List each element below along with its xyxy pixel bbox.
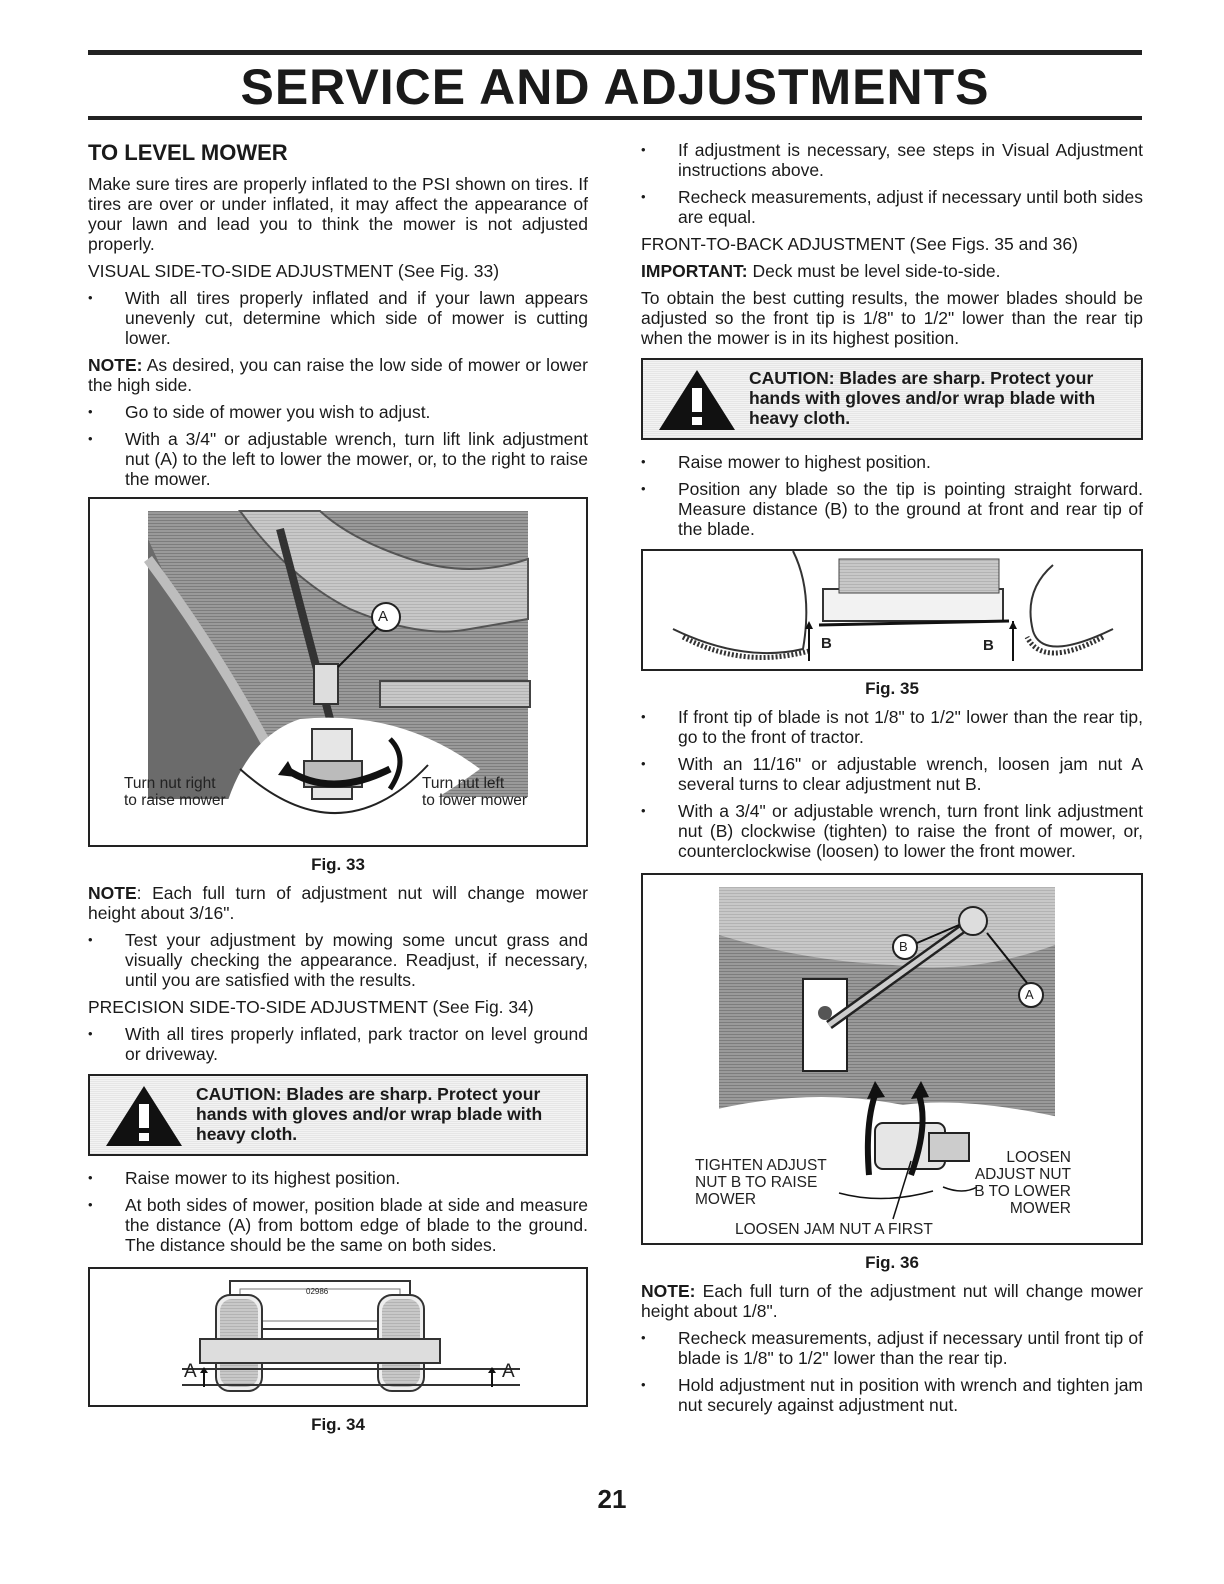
- fig36-loosen-1: LOOSEN: [1006, 1149, 1071, 1166]
- page-number: 21: [597, 1484, 627, 1514]
- fig36-jam-label: LOOSEN JAM NUT A FIRST: [735, 1221, 933, 1238]
- bullet-list: [88, 402, 588, 489]
- figure-caption: Fig. 33: [311, 855, 365, 874]
- figure-34: [88, 1267, 588, 1407]
- paragraph: To obtain the best cutting results, the mower blades should be adjusted so the front tip is 1/8" to 1/2" lower than the rear tip when the mower is in its highest position.: [641, 288, 1143, 348]
- fig36-loosen-2: ADJUST NUT: [974, 1166, 1071, 1183]
- warning-icon: [657, 368, 737, 432]
- fig36-tighten-1: TIGHTEN ADJUST: [695, 1157, 827, 1174]
- figure-caption: Fig. 34: [311, 1415, 365, 1434]
- list-item: • With a 3/4" or adjustable wrench, turn front link adjustment nut (B) clockwise (tighten) to raise the front of mower, or, counterclockwise (loosen) to lower the front mower.: [641, 801, 1143, 861]
- list-item: • Raise mower to highest position.: [641, 452, 1143, 472]
- bullet-list: [88, 288, 588, 348]
- fig33-label-right-1: Turn nut right: [124, 775, 216, 792]
- note-text: As desired, you can raise the low side of mower or lower the high side.: [88, 355, 588, 395]
- header-rule-bottom: [88, 116, 1142, 120]
- figure-36: [641, 873, 1143, 1245]
- warning-icon: [104, 1084, 184, 1148]
- fig36-loosen-4: MOWER: [1009, 1200, 1071, 1217]
- fig36-tighten-2: NUT B TO RAISE: [695, 1174, 818, 1191]
- precision-adjustment-heading: PRECISION SIDE-TO-SIDE ADJUSTMENT (See Fig. 34): [88, 997, 534, 1017]
- fig35-label-b-left: B: [821, 635, 832, 652]
- list-item: • With all tires properly inflated and if your lawn appears unevenly cut, determine which side of mower is cutting lower.: [88, 288, 588, 348]
- list-item: • Position any blade so the tip is pointing straight forward. Measure distance (B) to the ground at front and rear tip of the blade.: [641, 479, 1143, 539]
- fig34-label-a-right: A: [502, 1361, 515, 1382]
- fig34-part-number: 02986: [306, 1287, 329, 1296]
- bullet-list: [88, 1168, 588, 1255]
- note-paragraph: [641, 1281, 1143, 1321]
- caution-text: CAUTION: Blades are sharp. Protect your hands with gloves and/or wrap blade with heavy cloth.: [196, 1084, 543, 1144]
- fig33-label-right-2: to raise mower: [124, 792, 226, 809]
- visual-adjustment-heading: VISUAL SIDE-TO-SIDE ADJUSTMENT (See Fig. 33): [88, 261, 500, 281]
- list-item: • Hold adjustment nut in position with wrench and tighten jam nut securely against adjustment nut.: [641, 1375, 1143, 1415]
- note-paragraph: [88, 355, 588, 395]
- bullet-list: [641, 1328, 1143, 1415]
- note-label: NOTE: [88, 883, 137, 903]
- list-item: • If front tip of blade is not 1/8" to 1/2" lower than the rear tip, go to the front of tractor.: [641, 707, 1143, 747]
- figure-33: [88, 497, 588, 847]
- callout-a: A: [1025, 987, 1034, 1002]
- list-item: • Recheck measurements, adjust if necessary until front tip of blade is 1/8" to 1/2" lower than the rear tip.: [641, 1328, 1143, 1368]
- section-heading: TO LEVEL MOWER: [88, 140, 288, 165]
- intro-paragraph: Make sure tires are properly inflated to the PSI shown on tires. If tires are over or under inflated, it may affect the appearance of your lawn and lead you to think the mower is not adjusted properly.: [88, 174, 588, 254]
- list-item: • Raise mower to its highest position.: [88, 1168, 588, 1188]
- figure-35: [641, 549, 1143, 671]
- front-to-back-heading: FRONT-TO-BACK ADJUSTMENT (See Figs. 35 and 36): [641, 234, 1078, 254]
- figure-caption: Fig. 36: [865, 1253, 919, 1272]
- fig34-illustration: [90, 1269, 588, 1405]
- callout-b: B: [899, 939, 908, 954]
- list-item: • With all tires properly inflated, park tractor on level ground or driveway.: [88, 1024, 588, 1064]
- caution-text: CAUTION: Blades are sharp. Protect your hands with gloves and/or wrap blade with heavy cloth.: [749, 368, 1096, 428]
- list-item: • Recheck measurements, adjust if necessary until both sides are equal.: [641, 187, 1143, 227]
- list-item: • With a 3/4" or adjustable wrench, turn lift link adjustment nut (A) to the left to lower the mower, or, to the right to raise the mower.: [88, 429, 588, 489]
- caution-box: [88, 1074, 588, 1156]
- bullet-list: [88, 930, 588, 990]
- important-paragraph: [641, 261, 1143, 281]
- note-text: Each full turn of the adjustment nut will change mower height about 1/8".: [641, 1281, 1143, 1321]
- page-title: SERVICE AND ADJUSTMENTS: [240, 59, 990, 115]
- fig35-label-b-right: B: [983, 637, 994, 654]
- note-label: NOTE:: [641, 1281, 696, 1301]
- fig34-label-a-left: A: [184, 1361, 197, 1382]
- bullet-list: [641, 707, 1143, 861]
- note-text: : Each full turn of adjustment nut will change mower height about 3/16".: [88, 883, 588, 923]
- figure-caption: Fig. 35: [865, 679, 919, 698]
- important-label: IMPORTANT:: [641, 261, 748, 281]
- right-column: [641, 140, 1143, 1422]
- list-item: • Go to side of mower you wish to adjust.: [88, 402, 588, 422]
- note-label: NOTE:: [88, 355, 143, 375]
- fig36-loosen-3: B TO LOWER: [974, 1183, 1071, 1200]
- bullet-list: [88, 1024, 588, 1064]
- fig33-label-left-1: Turn nut left: [422, 775, 505, 792]
- callout-a: A: [378, 608, 389, 625]
- bullet-list: [641, 452, 1143, 539]
- header-rule-top: [88, 50, 1142, 55]
- fig35-illustration: [643, 551, 1143, 669]
- bullet-list: [641, 140, 1143, 227]
- list-item: • With an 11/16" or adjustable wrench, loosen jam nut A several turns to clear adjustment nut B.: [641, 754, 1143, 794]
- note-paragraph: [88, 883, 588, 923]
- fig33-label-left-2: to lower mower: [422, 792, 528, 809]
- list-item: • At both sides of mower, position blade at side and measure the distance (A) from bottom edge of blade to the ground. The distance should be the same on both sides.: [88, 1195, 588, 1255]
- list-item: • Test your adjustment by mowing some uncut grass and visually checking the appearance. Readjust, if necessary, until you are satisfied with the results.: [88, 930, 588, 990]
- fig36-tighten-3: MOWER: [695, 1191, 757, 1208]
- important-text: Deck must be level side-to-side.: [747, 261, 1001, 281]
- list-item: • If adjustment is necessary, see steps in Visual Adjustment instructions above.: [641, 140, 1143, 180]
- caution-box: [641, 358, 1143, 440]
- left-column: [88, 140, 588, 1443]
